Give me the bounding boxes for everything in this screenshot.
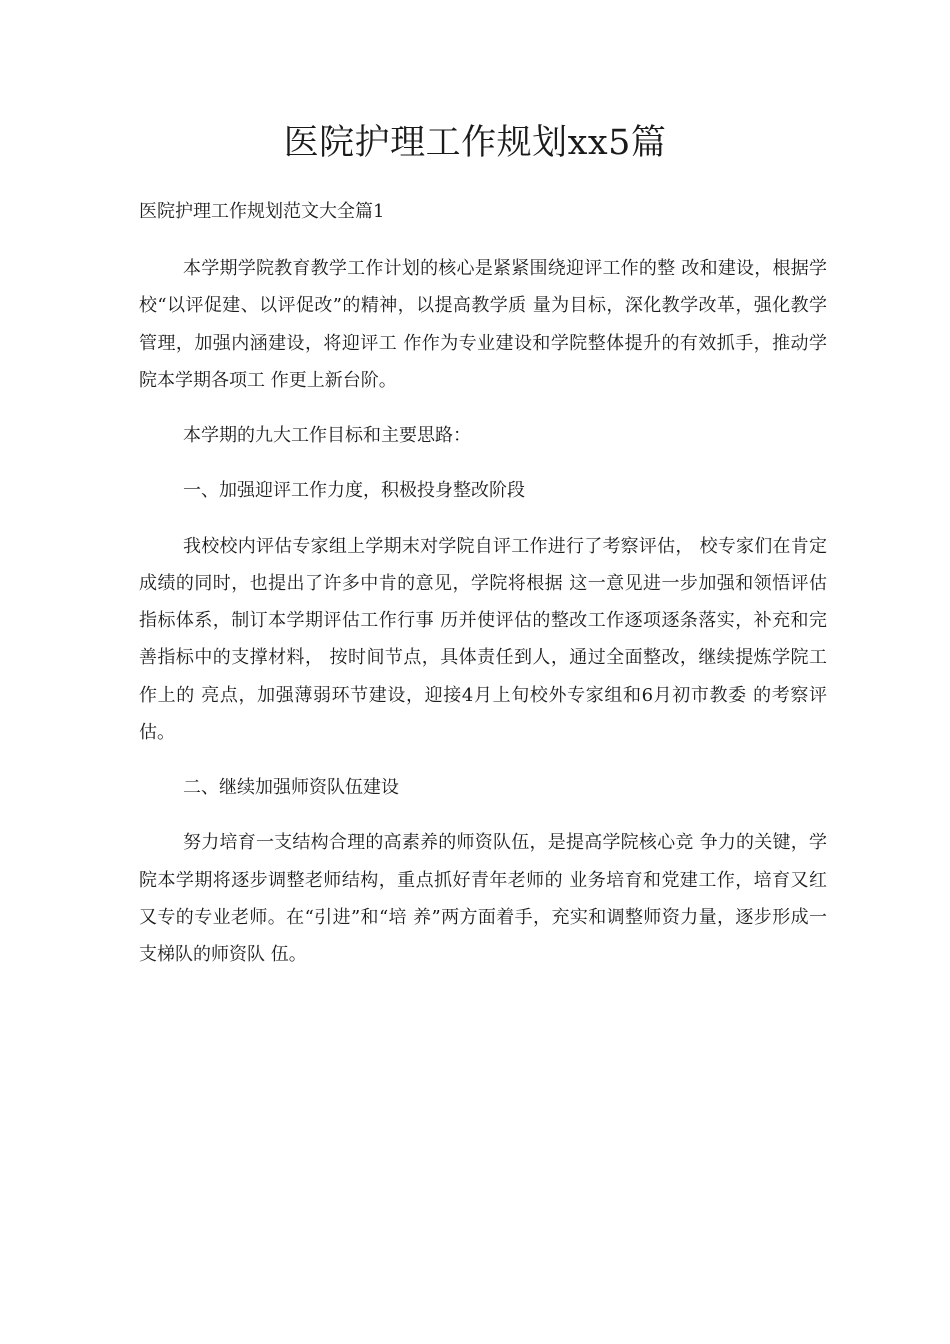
paragraph-intro: 本学期学院教育教学工作计划的核心是紧紧围绕迎评工作的整 改和建设，根据学校“以评促建、以评促改”的精神，以提高教学质 量为目标，深化教学改革，强化教学管理，加强内涵建设，将迎评工 作作为专业建设和学院整体提升的有效抓手，推动学院本学期各项工 作更上新台阶。 bbox=[139, 258, 827, 391]
document-subtitle: 医院护理工作规划范文大全篇1 bbox=[139, 201, 385, 222]
paragraph-section-2: 努力培育一支结构合理的高素养的师资队伍，是提高学院核心竞 争力的关键，学院本学期将逐步调整老师结构，重点抓好青年老师的 业务培育和党建工作，培育又红又专的专业老师。在“引进”和“培 养”两方面着手，充实和调整师资力量，逐步形成一支梯队的师资队 伍。 bbox=[139, 832, 827, 965]
paragraph-section-1: 我校校内评估专家组上学期末对学院自评工作进行了考察评估， 校专家们在肯定成绩的同时，也提出了许多中肯的意见，学院将根据 这一意见进一步加强和领悟评估指标体系，制订本学期评估工作行事 历并使评估的整改工作逐项逐条落实，补充和完善指标中的支撑材料， 按时间节点，具体责任到人，通过全面整改，继续提炼学院工作上的 亮点，加强薄弱环节建设，迎接4月上旬校外专家组和6月初市教委 的考察评估。 bbox=[139, 535, 827, 743]
paragraph-goals-intro: 本学期的九大工作目标和主要思路： bbox=[183, 425, 471, 446]
section-heading-2: 二、继续加强师资队伍建设 bbox=[183, 777, 399, 798]
document-title: 医院护理工作规划xx5篇 bbox=[283, 123, 667, 163]
section-heading-1: 一、加强迎评工作力度，积极投身整改阶段 bbox=[183, 480, 525, 502]
document-body bbox=[139, 250, 827, 991]
